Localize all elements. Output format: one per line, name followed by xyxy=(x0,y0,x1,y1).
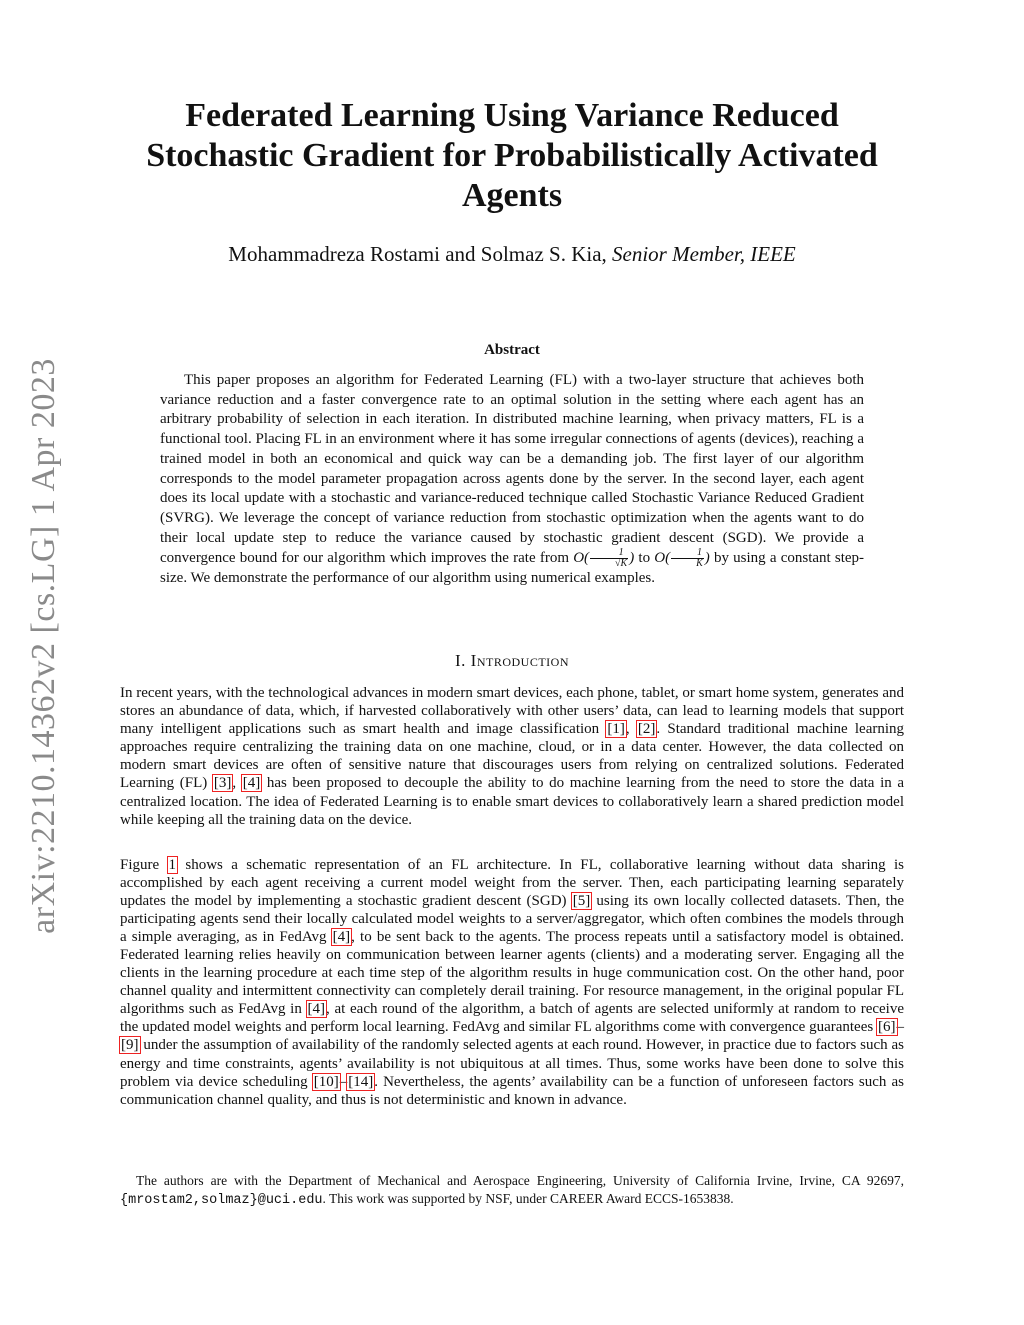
citation-link[interactable]: [14] xyxy=(348,1073,374,1090)
citation-link[interactable]: [6] xyxy=(878,1019,896,1036)
paper-title xyxy=(120,96,904,216)
author-affiliation-title: Senior Member, IEEE xyxy=(612,242,796,266)
citation-link[interactable]: [4] xyxy=(307,1001,326,1018)
author-emails[interactable]: {mrostam2,solmaz}@uci.edu xyxy=(120,1193,323,1208)
rate-from-math: O( $\frac{1}{√K}$ ) xyxy=(573,547,635,570)
abstract-text: by using a constant step-size. We demonstrate the performance of our algorithm using numerical examples. xyxy=(160,550,865,587)
abstract-body xyxy=(160,371,864,589)
section-heading-introduction xyxy=(120,650,904,672)
title-line: Federated Learning Using Variance Reduced xyxy=(185,97,839,134)
section-title: Introduction xyxy=(470,651,569,670)
citation-link[interactable]: [4] xyxy=(332,929,351,946)
intro-paragraph-1: In recent years, with the technological advances in modern smart devices, each phone, tablet, or smart home system, generates and stores an abundance of data, which, if harvested collaboratively with other users’ data, can lead to learning models that support many intelligent applications such as smart health and image classification [1], [2]. Standard traditional machine learning approaches require centralizing the training data on one machine, cloud, or in a data center. However, the data collected on modern smart devices are often of sensitive nature that discourages users from relying on centralized solutions. Federated Learning (FL) [3], [4] has been proposed to decouple the ability to do machine learning from the need to store the data in a centralized location. The idea of Federated Learning is to enable smart devices to collaboratively learn a shared prediction model while keeping all the training data on the device. xyxy=(120,685,905,828)
rate-to-math: O( $\frac{1}{K}$ ) xyxy=(654,547,710,570)
fraction: $\frac{1}{K}$ xyxy=(671,548,704,569)
author-line xyxy=(120,240,904,268)
citation-link[interactable]: [1] xyxy=(607,721,625,738)
title-line: Stochastic Gradient for Probabilistically Activated xyxy=(146,137,878,174)
arxiv-identifier: arXiv:2210.14362v2 [cs.LG] 1 Apr 2023 xyxy=(25,358,62,934)
figure-link[interactable]: 1 xyxy=(168,857,177,873)
author-footnote: The authors are with the Department of Mechanical and Aerospace Engineering, University of California Irvine, Irvine, CA 92697, {mrostam2,solmaz}@uci.edu. This work was supported by NSF, under CAREER Award ECCS-1653838. xyxy=(120,1173,904,1208)
fraction: $\frac{1}{√K}$ xyxy=(590,548,628,569)
section-number: I. xyxy=(455,651,466,670)
abstract-text: This paper proposes an algorithm for Federated Learning (FL) with a two-layer structure that achieves both variance reduction and a faster convergence rate to an optimal solution in the setting where each agent has an arbitrary probability of selection in each iteration. In distributed machine learning, when privacy matters, FL is a functional tool. Placing FL in an environment where it has some irregular connections of agents (devices), reaching a trained model in both an economical and quick way can be a demanding job. The first layer of our algorithm corresponds to the model parameter propagation across agents done by the server. In the second layer, each agent does its local update with a stochastic and variance-reduced technique called Stochastic Variance Reduced Gradient (SVRG). We leverage the concept of variance reduction from stochastic optimization when the agents want to do their local update step to reduce the variance caused by stochastic gradient descent (SGD). We provide a convergence bound for our algorithm which improves the rate from xyxy=(160,372,864,567)
abstract-heading: Abstract xyxy=(484,342,540,358)
intro-paragraph-2: Figure 1 shows a schematic representation of an FL architecture. In FL, collaborative learning without data sharing is accomplished by each agent receiving a current model weight from the server. Then, each participating learning separately updates the model by implementing a stochastic gradient descent (SGD) [5] using its own locally collected datasets. Then, the participating agents send their locally calculated model weights to a server/aggregator, which often combines the models through a simple averaging, as in FedAvg [4], to be sent back to the agents. The process repeats until a satisfactory model is obtained. Federated learning relies heavily on communication between learner agents (clients) and a moderating server. Engaging all the clients in the learning procedure at each time step of the algorithm results in huge communication cost. On the other hand, poor channel quality and intermittent connectivity can completely derail training. For resource management, in the original popular FL algorithms such as FedAvg in [4], at each round of the algorithm, a batch of agents are selected uniformly at random to receive the updated model weights and perform local learning. FedAvg and similar FL algorithms come with convergence guarantees [6]–[9] under the assumption of availability of the randomly selected agents at each round. However, in practice due to factors such as energy and time constraints, agents’ availability is not ubiquitous at all times. Thus, some works have been done to solve this problem via device scheduling [10]–[14]. Nevertheless, the agents’ availability can be a function of unforeseen factors such as communication channel quality, and thus is not deterministic and known in advance. xyxy=(120,857,904,1108)
citation-link[interactable]: [5] xyxy=(572,893,591,910)
title-line: Agents xyxy=(461,177,563,214)
citation-link[interactable]: [9] xyxy=(121,1037,139,1054)
citation-link[interactable]: [3] xyxy=(213,775,232,792)
citation-link[interactable]: [10] xyxy=(313,1073,339,1090)
abstract-text: to xyxy=(638,550,651,567)
citation-link[interactable]: [4] xyxy=(242,775,261,792)
citation-link[interactable]: [2] xyxy=(637,721,656,738)
author-names: Mohammadreza Rostami and Solmaz S. Kia, xyxy=(228,242,607,266)
